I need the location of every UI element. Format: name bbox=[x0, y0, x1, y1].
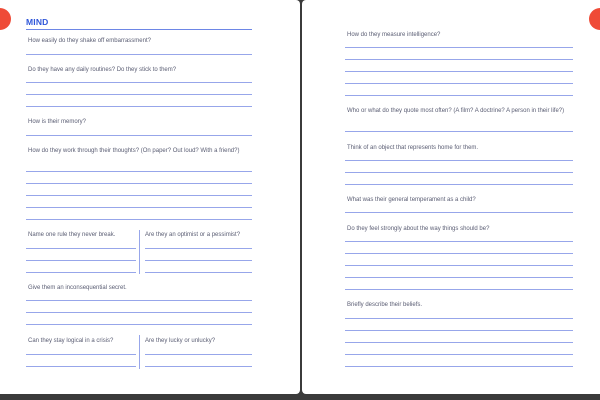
answer-line[interactable] bbox=[345, 59, 573, 60]
question-temperament: What was their general temperament as a child? bbox=[347, 197, 476, 203]
question-routines: Do they have any daily routines? Do they stick to them? bbox=[28, 67, 177, 73]
answer-line[interactable] bbox=[345, 366, 573, 367]
answer-line[interactable] bbox=[26, 183, 252, 184]
left-tab-marker bbox=[0, 8, 11, 30]
answer-line[interactable] bbox=[26, 300, 252, 301]
question-lucky: Are they lucky or unlucky? bbox=[145, 338, 216, 344]
column-divider bbox=[139, 335, 140, 369]
right-page bbox=[302, 0, 600, 394]
question-quote: Who or what do they quote most often? (A film? A doctrine? A person in their life?) bbox=[347, 108, 565, 114]
answer-line[interactable] bbox=[345, 160, 573, 161]
answer-line[interactable] bbox=[26, 272, 136, 273]
answer-line[interactable] bbox=[345, 265, 573, 266]
answer-line[interactable] bbox=[26, 366, 136, 367]
question-thoughts: How do they work through their thoughts? (On paper? Out loud? With a friend?) bbox=[28, 148, 240, 154]
question-beliefs: Briefly describe their beliefs. bbox=[347, 302, 423, 308]
answer-line[interactable] bbox=[26, 94, 252, 95]
answer-line[interactable] bbox=[26, 354, 136, 355]
question-secret: Give them an inconsequential secret. bbox=[28, 285, 127, 291]
answer-line[interactable] bbox=[145, 248, 252, 249]
answer-line[interactable] bbox=[345, 354, 573, 355]
answer-line[interactable] bbox=[345, 83, 573, 84]
answer-line[interactable] bbox=[145, 272, 252, 273]
answer-line[interactable] bbox=[145, 260, 252, 261]
right-tab-marker bbox=[589, 8, 600, 30]
answer-line[interactable] bbox=[26, 135, 252, 136]
answer-line[interactable] bbox=[345, 131, 573, 132]
answer-line[interactable] bbox=[345, 289, 573, 290]
answer-line[interactable] bbox=[26, 324, 252, 325]
question-rule: Name one rule they never break. bbox=[28, 232, 116, 238]
answer-line[interactable] bbox=[26, 312, 252, 313]
answer-line[interactable] bbox=[26, 82, 252, 83]
question-embarrassment: How easily do they shake off embarrassment? bbox=[28, 38, 151, 44]
answer-line[interactable] bbox=[345, 330, 573, 331]
answer-line[interactable] bbox=[345, 47, 573, 48]
answer-line[interactable] bbox=[145, 366, 252, 367]
answer-line[interactable] bbox=[345, 318, 573, 319]
question-strongly: Do they feel strongly about the way things should be? bbox=[347, 226, 490, 232]
answer-line[interactable] bbox=[26, 54, 252, 55]
answer-line[interactable] bbox=[26, 106, 252, 107]
question-home: Think of an object that represents home for them. bbox=[347, 145, 479, 151]
answer-line[interactable] bbox=[345, 277, 573, 278]
answer-line[interactable] bbox=[145, 354, 252, 355]
question-intelligence: How do they measure intelligence? bbox=[347, 32, 441, 38]
answer-line[interactable] bbox=[345, 184, 573, 185]
answer-line[interactable] bbox=[345, 342, 573, 343]
answer-line[interactable] bbox=[26, 260, 136, 261]
question-optimist: Are they an optimist or a pessimist? bbox=[145, 232, 241, 238]
answer-line[interactable] bbox=[26, 195, 252, 196]
answer-line[interactable] bbox=[26, 171, 252, 172]
answer-line[interactable] bbox=[345, 71, 573, 72]
left-page bbox=[0, 0, 300, 394]
answer-line[interactable] bbox=[345, 172, 573, 173]
answer-line[interactable] bbox=[26, 219, 252, 220]
answer-line[interactable] bbox=[345, 241, 573, 242]
question-memory: How is their memory? bbox=[28, 119, 87, 125]
answer-line[interactable] bbox=[26, 248, 136, 249]
section-title: MIND bbox=[26, 17, 252, 30]
answer-line[interactable] bbox=[26, 207, 252, 208]
column-divider bbox=[139, 230, 140, 274]
answer-line[interactable] bbox=[345, 212, 573, 213]
answer-line[interactable] bbox=[345, 95, 573, 96]
answer-line[interactable] bbox=[345, 253, 573, 254]
question-logical: Can they stay logical in a crisis? bbox=[28, 338, 114, 344]
